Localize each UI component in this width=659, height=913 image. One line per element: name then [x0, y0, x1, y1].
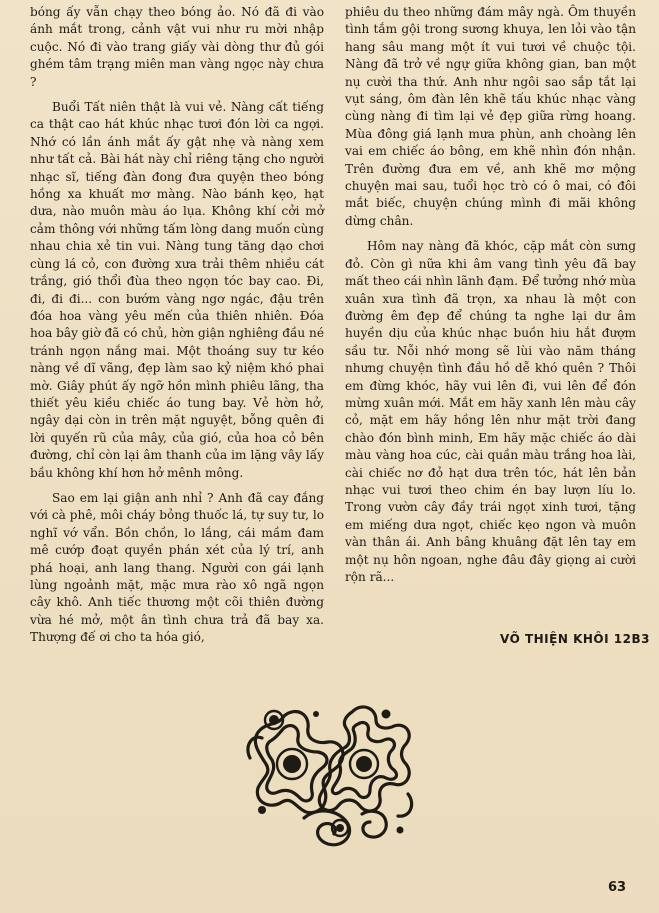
page-number: 63: [608, 880, 627, 895]
left-text-column: [30, 4, 324, 655]
author-signature: VÕ THIỆN KHÔI 12B3: [500, 632, 650, 646]
right-text-column: [345, 4, 636, 594]
paragraph: bóng ấy vẫn chạy theo bóng ảo. Nó đã đi vào ánh mắt trong, cảnh vật vui như ru mời nhập cuộc. Nó đi vào trang giấy vài dòng thư đủ gói ghém tâm trạng miên man vàng ngọc này chưa ?: [30, 5, 324, 89]
ornament-drawing: [244, 698, 416, 850]
paragraph: Buổi Tất niên thật là vui vẻ. Nàng cất tiếng ca thật cao hát khúc nhạc tươi đón lời ca ngợi. Nhớ có lần ánh mắt ấy gật nhẹ và nàng xem như tất cả. Bài hát này chỉ riêng tặng cho người nhạc sĩ, tiếng đàn đong đưa quyện theo bóng hồng xa khuất mơ màng. Nào bánh kẹo, hạt dưa, nào muôn màu áo lụa. Không khí cởi mở cảm thông với những tấm lòng dang muốn cùng nhau chia xẻ tin vui. Nàng tung tăng dạo chơi cùng lá cỏ, con đường xưa trải thêm nhiều cát trắng, gió thổi đùa theo ngọn tóc bay cao. Đi, đi, đi đi... con bướm vàng ngơ ngác, đậu trên đóa hoa vàng yêu mến của thiên nhiên. Đóa hoa bây giờ đã có chủ, hờn giận nghiêng đầu né tránh ngọn nắng mai. Một thoáng suy tư kéo nàng về dĩ vãng, đẹp làm sao kỷ niệm khó phai mờ. Giây phút ấy ngỡ hồn mình phiêu lãng, tha thiết yêu kiều chiếc áo tung bay. Vẻ hờn hở, ngây dại còn in trên mặt nguyệt, bỗng quên đi lời quyến rũ của mây, của gió, của hoa cỏ bên đường, chỉ còn lại âm thanh của im lặng vây lấy bầu không khí hơn hở mênh mông.: [30, 100, 324, 480]
paragraph: phiêu du theo những đám mây ngà. Ôm thuyền tình tắm gội trong sương khuya, len lỏi vào tận hang sâu mang một ít vui tươi về chuộc tội. Nàng đã trở về ngự giữa không gian, ban một nụ cười tha thứ. Anh như ngôi sao sắp tắt lại vụt sáng, ôm đàn lên khẽ tấu khúc nhạc vàng cùng nàng đi tìm lại vẻ đẹp giữa rừng hoang. Mùa đông giá lạnh mưa phùn, anh choàng lên vai em chiếc áo bông, em khẽ nhìn đón nhận. Trên đường đưa em về, anh khẽ mơ mộng chuyện mai sau, tuổi học trò có ô mai, có đôi mắt biếc, chuyện chúng mình đi mãi không dừng chân.: [345, 5, 636, 228]
abstract-flower-ornament-icon: [244, 698, 416, 850]
paragraph: Hôm nay nàng đã khóc, cặp mắt còn sưng đỏ. Còn gì nữa khi âm vang tình yêu đã bay mất theo cái nhìn lãnh đạm. Để tưởng nhớ mùa xuân xưa tình đã trọn, xa nhau là một con đường êm đẹp để chúng ta nghe lại dư âm huyền dịu của khúc nhạc buồn hiu hắt đượm sầu tư. Nỗi nhớ mong sẽ lùi vào năm tháng nhưng chuyện tình đầu hồ dễ khó quên ? Thôi em đừng khóc, hãy vui lên đi, vui lên để đón mừng xuân mới. Mắt em hãy xanh lên màu cây cỏ, mặt em hãy hồng lên như mặt trời đang chào đón bình minh, Em hãy mặc chiếc áo dài màu vàng hoa cúc, cài quần màu trắng hoa lài, cài chiếc nơ đỏ hạt dưa trên tóc, hát lên bản nhạc vui tươi theo chim én bay lượn líu lo. Trong vườn cây đầy trái ngọt xinh tươi, tặng em miếng dưa ngọt, chiếc kẹo ngon và muôn vàn thân ái. Anh bâng khuâng đặt lên tay em một nụ hôn ngoan, nghe đâu đây giọng ai cười rộn rã...: [345, 239, 636, 584]
paragraph: Sao em lại giận anh nhỉ ? Anh đã cay đắng với cà phê, môi cháy bỏng thuốc lá, tự suy tư, lo nghĩ vớ vẩn. Bồn chồn, lo lắng, cái mầm đam mê cướp đoạt quyền phán xét của lý trí, anh phá hoại, anh lang thang. Người con gái lạnh lùng ngoảnh mặt, mặc mưa rào xô ngã ngọn cây khô. Anh tiếc thương một cõi thiên đường vừa hé mở, một ân tình chưa trả đã bay xa. Thượng đế ơi cho ta hóa gió,: [30, 490, 324, 645]
